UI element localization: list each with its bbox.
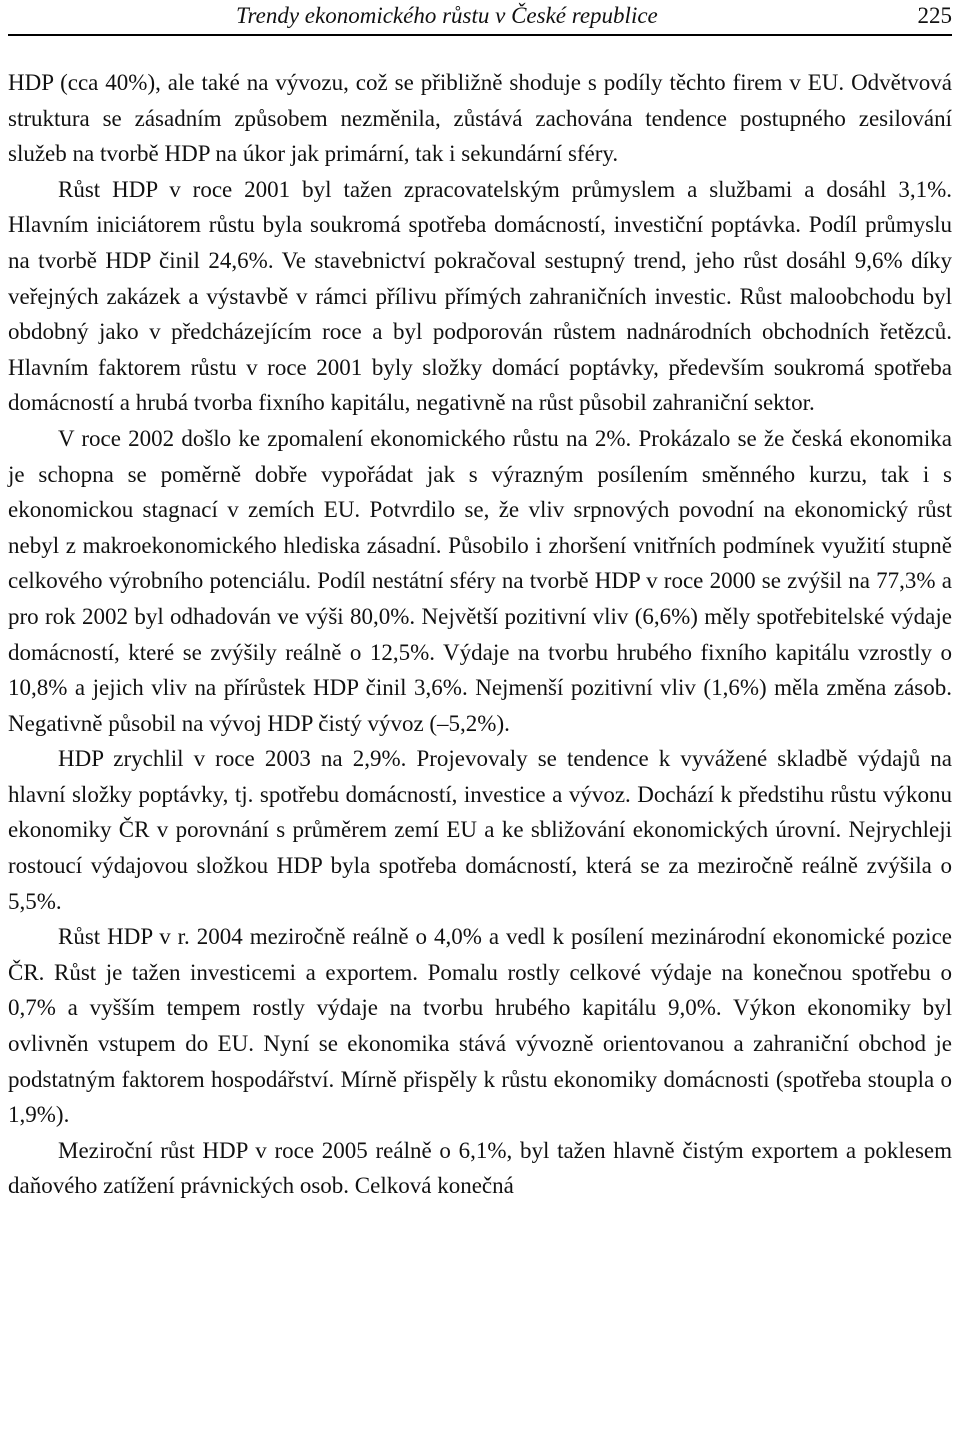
running-title: Trendy ekonomického růstu v České republice [236, 3, 658, 28]
body-text [8, 65, 952, 1204]
paragraph-2004: Růst HDP v r. 2004 meziročně reálně o 4,0% a vedl k posílení mezinárodní ekonomické pozice ČR. Růst je tažen investicemi a exportem. Pomalu rostly celkové výdaje na konečnou spotřebu o 0,7% a vyšším tempem rostly výdaje na tvorbu hrubého kapitálu 9,0%. Výkon ekonomiky byl ovlivněn vstupem do EU. Nyní se ekonomika stává vývozně orientovanou a zahraniční obchod je podstatným faktorem hospodářství. Mírně přispěly k růstu ekonomiky domácnosti (spotřeba stoupla o 1,9%). [8, 924, 952, 1128]
running-header [8, 0, 952, 36]
page-number: 225 [917, 3, 952, 28]
paragraph-2002: V roce 2002 došlo ke zpomalení ekonomického růstu na 2%. Prokázalo se že česká ekonomika je schopna se poměrně dobře vypořádat jak s výrazným posílením směnného kurzu, tak i s ekonomickou stagnací v zemích EU. Potvrdilo se, že vliv srpnových povodní na ekonomický růst nebyl z makroekonomického hlediska zásadní. Působilo i zhoršení vnitřních podmínek využití stupně celkového výrobního potenciálu. Podíl nestátní sféry na tvorbě HDP v roce 2000 se zvýšil na 77,3% a pro rok 2002 byl odhadován ve výši 80,0%. Největší pozitivní vliv (6,6%) měly spotřebitelské výdaje domácností, které se zvýšily reálně o 12,5%. Výdaje na tvorbu hrubého fixního kapitálu vzrostly o 10,8% a jejich vliv na přírůstek HDP činil 3,6%. Nejmenší pozitivní vliv (1,6%) měla změna zásob. Negativně působil na vývoj HDP čistý vývoz (–5,2%). [8, 425, 952, 736]
paragraph-continuation: HDP (cca 40%), ale také na vývozu, což se přibližně shoduje s podíly těchto firem v EU. Odvětvová struktura se zásadním způsobem nezměnila, zůstává zachována tendence postupného zesilování služeb na tvorbě HDP na úkor jak primární, tak i sekundární sféry. [8, 70, 952, 167]
paragraph-2001: Růst HDP v roce 2001 byl tažen zpracovatelským průmyslem a službami a dosáhl 3,1%. Hlavním iniciátorem růstu byla soukromá spotřeba domácností, investiční poptávka. Podíl průmyslu na tvorbě HDP činil 24,6%. Ve stavebnictví pokračoval sestupný trend, jeho růst dosáhl 9,6% díky veřejných zakázek a výstavbě v rámci přílivu přímých zahraničních investic. Růst maloobchodu byl obdobný jako v předcházejícím roce a byl podporován růstem nadnárodních obchodních řetězců. Hlavním faktorem růstu v roce 2001 byly složky domácí poptávky, především soukromá spotřeba domácností a hrubá tvorba fixního kapitálu, negativně na růst působil zahraniční sektor. [8, 176, 952, 416]
paragraph-2005: Meziroční růst HDP v roce 2005 reálně o 6,1%, byl tažen hlavně čistým exportem a poklesem daňového zatížení právnických osob. Celková konečná [8, 1137, 952, 1199]
paragraph-2003: HDP zrychlil v roce 2003 na 2,9%. Projevovaly se tendence k vyvážené skladbě výdajů na hlavní složky poptávky, tj. spotřebu domácností, investice a vývoz. Dochází k předstihu růstu výkonu ekonomiky ČR v porovnání s průměrem zemí EU a ke sbližování ekonomických úrovní. Nejrychleji rostoucí výdajovou složkou HDP byla spotřeba domácností, která se za meziročně reálně zvýšila o 5,5%. [8, 746, 952, 914]
